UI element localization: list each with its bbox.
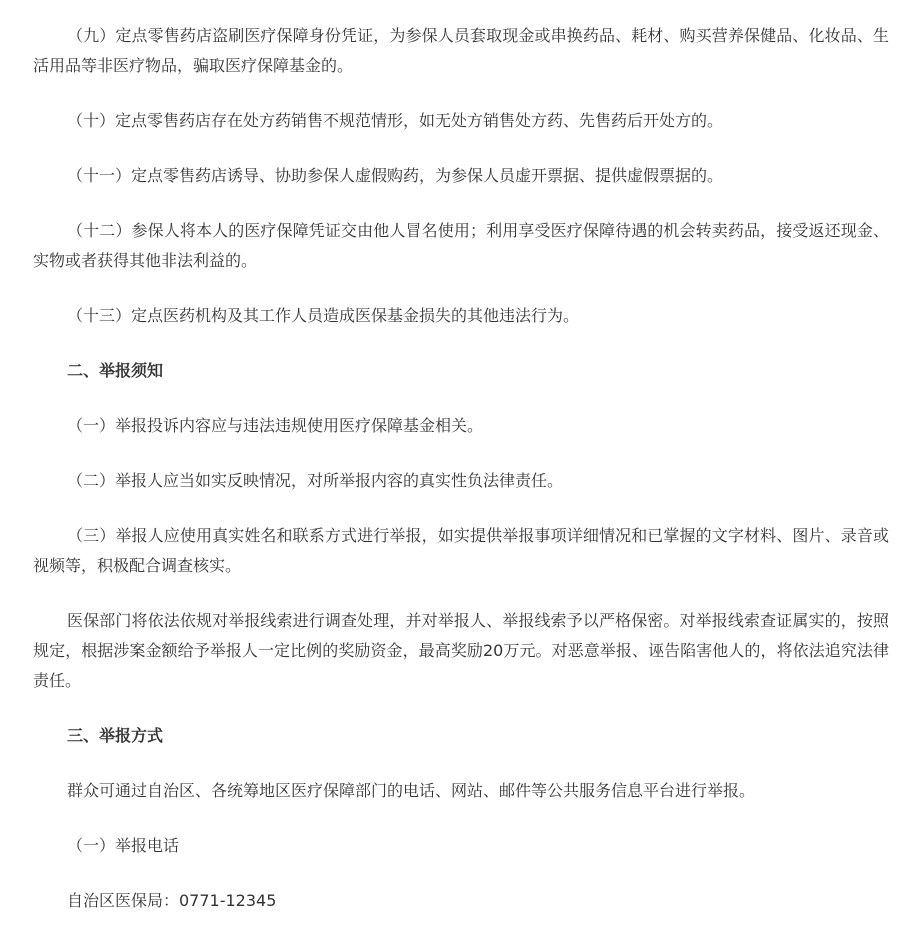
section-heading-report-methods: 三、举报方式 [67, 726, 164, 745]
article-body [33, 21, 889, 941]
paragraph-item-10: （十）定点零售药店存在处方药销售不规范情形，如无处方销售处方药、先售药后开处方的。 [67, 111, 724, 130]
paragraph-item-11: （十一）定点零售药店诱导、协助参保人虚假购药，为参保人员虚开票据、提供虚假票据的。 [67, 166, 724, 185]
section-heading-report-notice: 二、举报须知 [67, 361, 164, 380]
paragraph-item-12: （十二）参保人将本人的医疗保障凭证交由他人冒名使用；利用享受医疗保障待遇的机会转卖药品，接受返还现金、实物或者获得其他非法利益的。 [33, 221, 889, 270]
paragraph-report-channels: 群众可通过自治区、各统筹地区医疗保障部门的电话、网站、邮件等公共服务信息平台进行举报。 [67, 781, 756, 800]
paragraph-item-9: （九）定点零售药店盗刷医疗保障身份凭证，为参保人员套取现金或串换药品、耗材、购买营养保健品、化妆品、生活用品等非医疗物品，骗取医疗保障基金的。 [33, 26, 889, 75]
paragraph-report-phone-heading: （一）举报电话 [67, 836, 180, 855]
paragraph-report-phone-number: 自治区医保局：0771-12345 [67, 891, 277, 910]
paragraph-notice-3: （三）举报人应使用真实姓名和联系方式进行举报，如实提供举报事项详细情况和已掌握的文字材料、图片、录音或视频等，积极配合调查核实。 [33, 526, 889, 575]
paragraph-notice-2: （二）举报人应当如实反映情况，对所举报内容的真实性负法律责任。 [67, 471, 564, 490]
paragraph-item-13: （十三）定点医药机构及其工作人员造成医保基金损失的其他违法行为。 [67, 306, 580, 325]
paragraph-notice-1: （一）举报投诉内容应与违法违规使用医疗保障基金相关。 [67, 416, 484, 435]
paragraph-reward-policy: 医保部门将依法依规对举报线索进行调查处理，并对举报人、举报线索予以严格保密。对举报线索查证属实的，按照规定，根据涉案金额给予举报人一定比例的奖励资金，最高奖励20万元。对恶意举报、诬告陷害他人的，将依法追究法律责任。 [33, 611, 889, 690]
